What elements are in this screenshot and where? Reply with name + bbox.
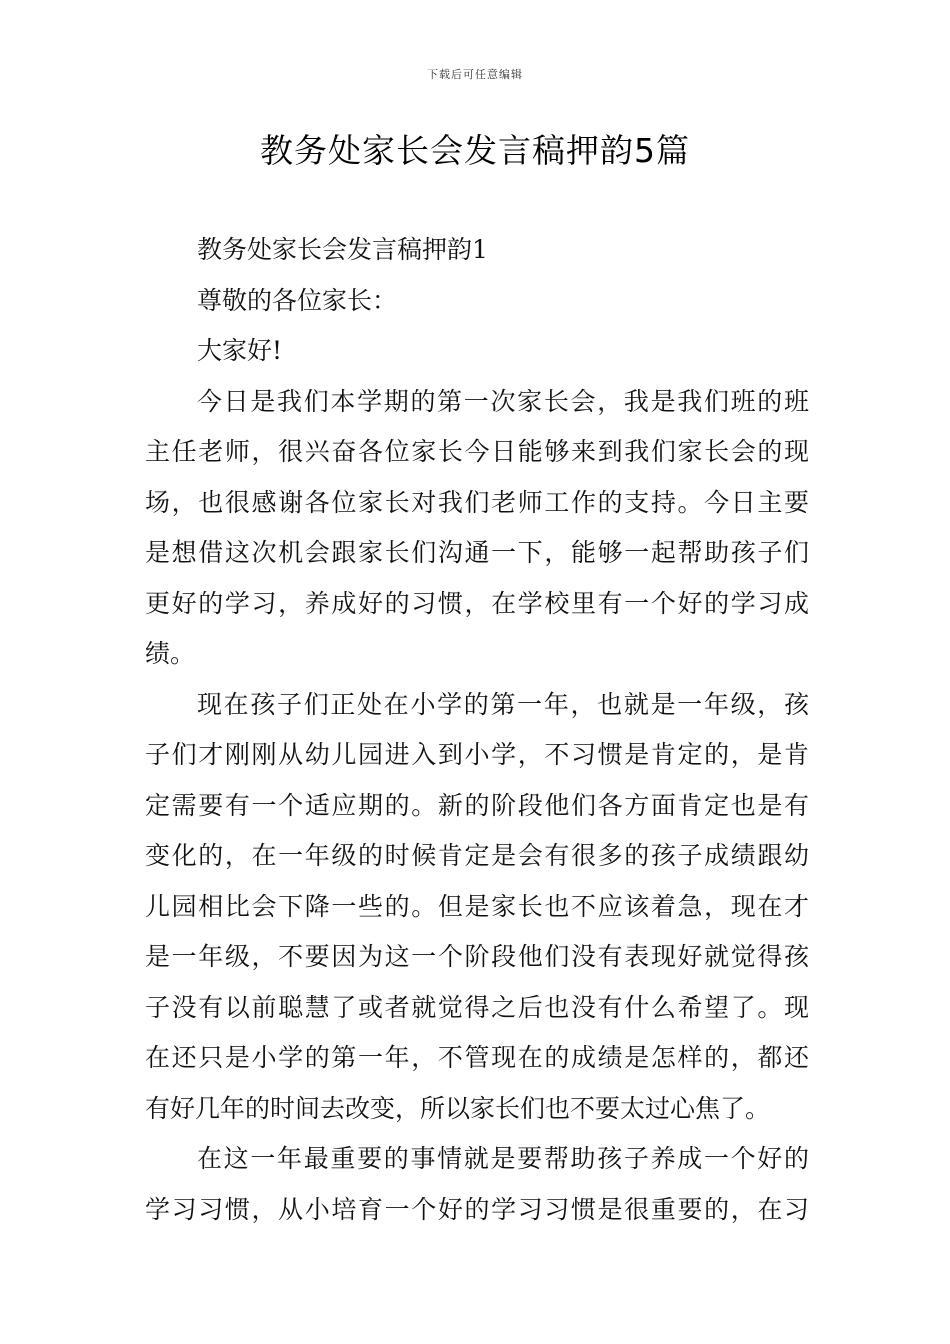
text-line: 主任老师，很兴奋各位家长今日能够来到我们家长会的现 <box>145 437 809 466</box>
text-line: 教务处家长会发言稿押韵1 <box>197 235 488 264</box>
text-line: 定需要有一个适应期的。新的阶段他们各方面肯定也是有 <box>145 790 809 820</box>
text-line: 有好几年的时间去改变，所以家长们也不要太过心焦了。 <box>145 1093 771 1123</box>
text-line: 尊敬的各位家长： <box>197 285 398 315</box>
text-line: 场，也很感谢各位家长对我们老师工作的支持。今日主要 <box>145 487 809 517</box>
text-line: 更好的学习，养成好的习惯，在学校里有一个好的学习成 <box>145 588 809 618</box>
text-line: 子没有以前聪慧了或者就觉得之后也没有什么希望了。现 <box>145 992 809 1022</box>
text-line: 是想借这次机会跟家长们沟通一下，能够一起帮助孩子们 <box>145 538 809 567</box>
text-line: 学习习惯，从小培育一个好的学习习惯是很重要的，在习 <box>145 1194 809 1224</box>
text-line: 是一年级，不要因为这一个阶段他们没有表现好就觉得孩 <box>145 942 809 971</box>
text-line: 在这一年最重要的事情就是要帮助孩子养成一个好的 <box>197 1144 809 1173</box>
text-line: 今日是我们本学期的第一次家长会，我是我们班的班 <box>197 386 809 416</box>
text-line: 大家好! <box>197 336 283 365</box>
text-line: 绩。 <box>145 639 196 668</box>
text-line: 儿园相比会下降一些的。但是家长也不应该着急，现在才 <box>145 891 809 921</box>
text-line: 现在孩子们正处在小学的第一年，也就是一年级，孩 <box>197 689 809 719</box>
header-note: 下载后可任意编辑 <box>427 68 523 81</box>
text-line: 在还只是小学的第一年，不管现在的成绩是怎样的，都还 <box>145 1043 809 1072</box>
text-line: 子们才刚刚从幼儿园进入到小学，不习惯是肯定的，是肯 <box>145 740 809 769</box>
document-body <box>145 225 809 1235</box>
text-line: 变化的，在一年级的时候肯定是会有很多的孩子成绩跟幼 <box>145 841 809 870</box>
document-title: 教务处家长会发言稿押韵5篇 <box>260 131 690 170</box>
